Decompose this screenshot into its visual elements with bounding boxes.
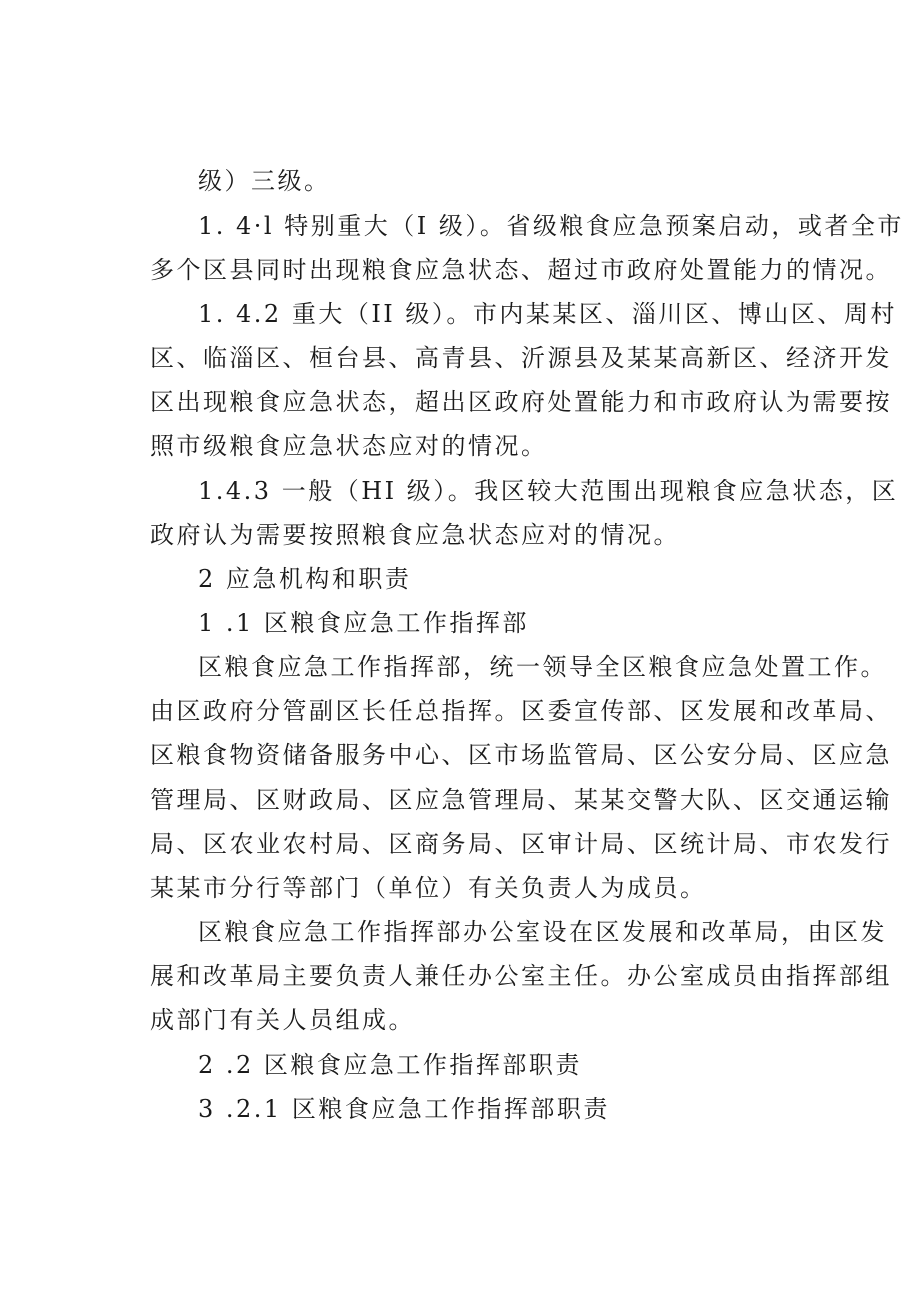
- text-line: 1.4.3 一般（HI 级）。我区较大范围出现粮食应急状态，区: [198, 477, 899, 505]
- text-line: 区粮食应急工作指挥部办公室设在区发展和改革局，由区发: [198, 918, 887, 946]
- text-line: 区、临淄区、桓台县、高青县、沂源县及某某高新区、经济开发: [150, 344, 892, 372]
- text-line: 级）三级。: [198, 167, 331, 195]
- text-line: 展和改革局主要负责人兼任办公室主任。办公室成员由指挥部组: [150, 962, 892, 990]
- text-line: 区出现粮食应急状态，超出区政府处置能力和市政府认为需要按: [150, 388, 892, 416]
- section-heading: 2 应急机构和职责: [198, 565, 412, 593]
- text-line: 成部门有关人员组成。: [150, 1006, 415, 1034]
- text-line: 由区政府分管副区长任总指挥。区委宣传部、区发展和改革局、: [150, 697, 892, 725]
- text-line: 多个区县同时出现粮食应急状态、超过市政府处置能力的情况。: [150, 256, 892, 284]
- subsection-heading: 2 .2 区粮食应急工作指挥部职责: [198, 1051, 582, 1079]
- text-line: 区粮食应急工作指挥部，统一领导全区粮食应急处置工作。: [198, 653, 887, 681]
- text-line: 管理局、区财政局、区应急管理局、某某交警大队、区交通运输: [150, 786, 892, 814]
- text-line: 1. 4·l 特别重大（I 级）。省级粮食应急预案启动，或者全市: [198, 212, 904, 240]
- text-line: 1. 4.2 重大（II 级）。市内某某区、淄川区、博山区、周村: [198, 300, 897, 328]
- subsection-heading: 3 .2.1 区粮食应急工作指挥部职责: [198, 1095, 610, 1123]
- text-line: 政府认为需要按照粮食应急状态应对的情况。: [150, 521, 680, 549]
- subsection-heading: 1 .1 区粮食应急工作指挥部: [198, 609, 529, 637]
- text-line: 区粮食物资储备服务中心、区市场监管局、区公安分局、区应急: [150, 741, 892, 769]
- text-line: 照市级粮食应急状态应对的情况。: [150, 432, 548, 460]
- text-line: 某某市分行等部门（单位）有关负责人为成员。: [150, 874, 707, 902]
- text-line: 局、区农业农村局、区商务局、区审计局、区统计局、市农发行: [150, 830, 892, 858]
